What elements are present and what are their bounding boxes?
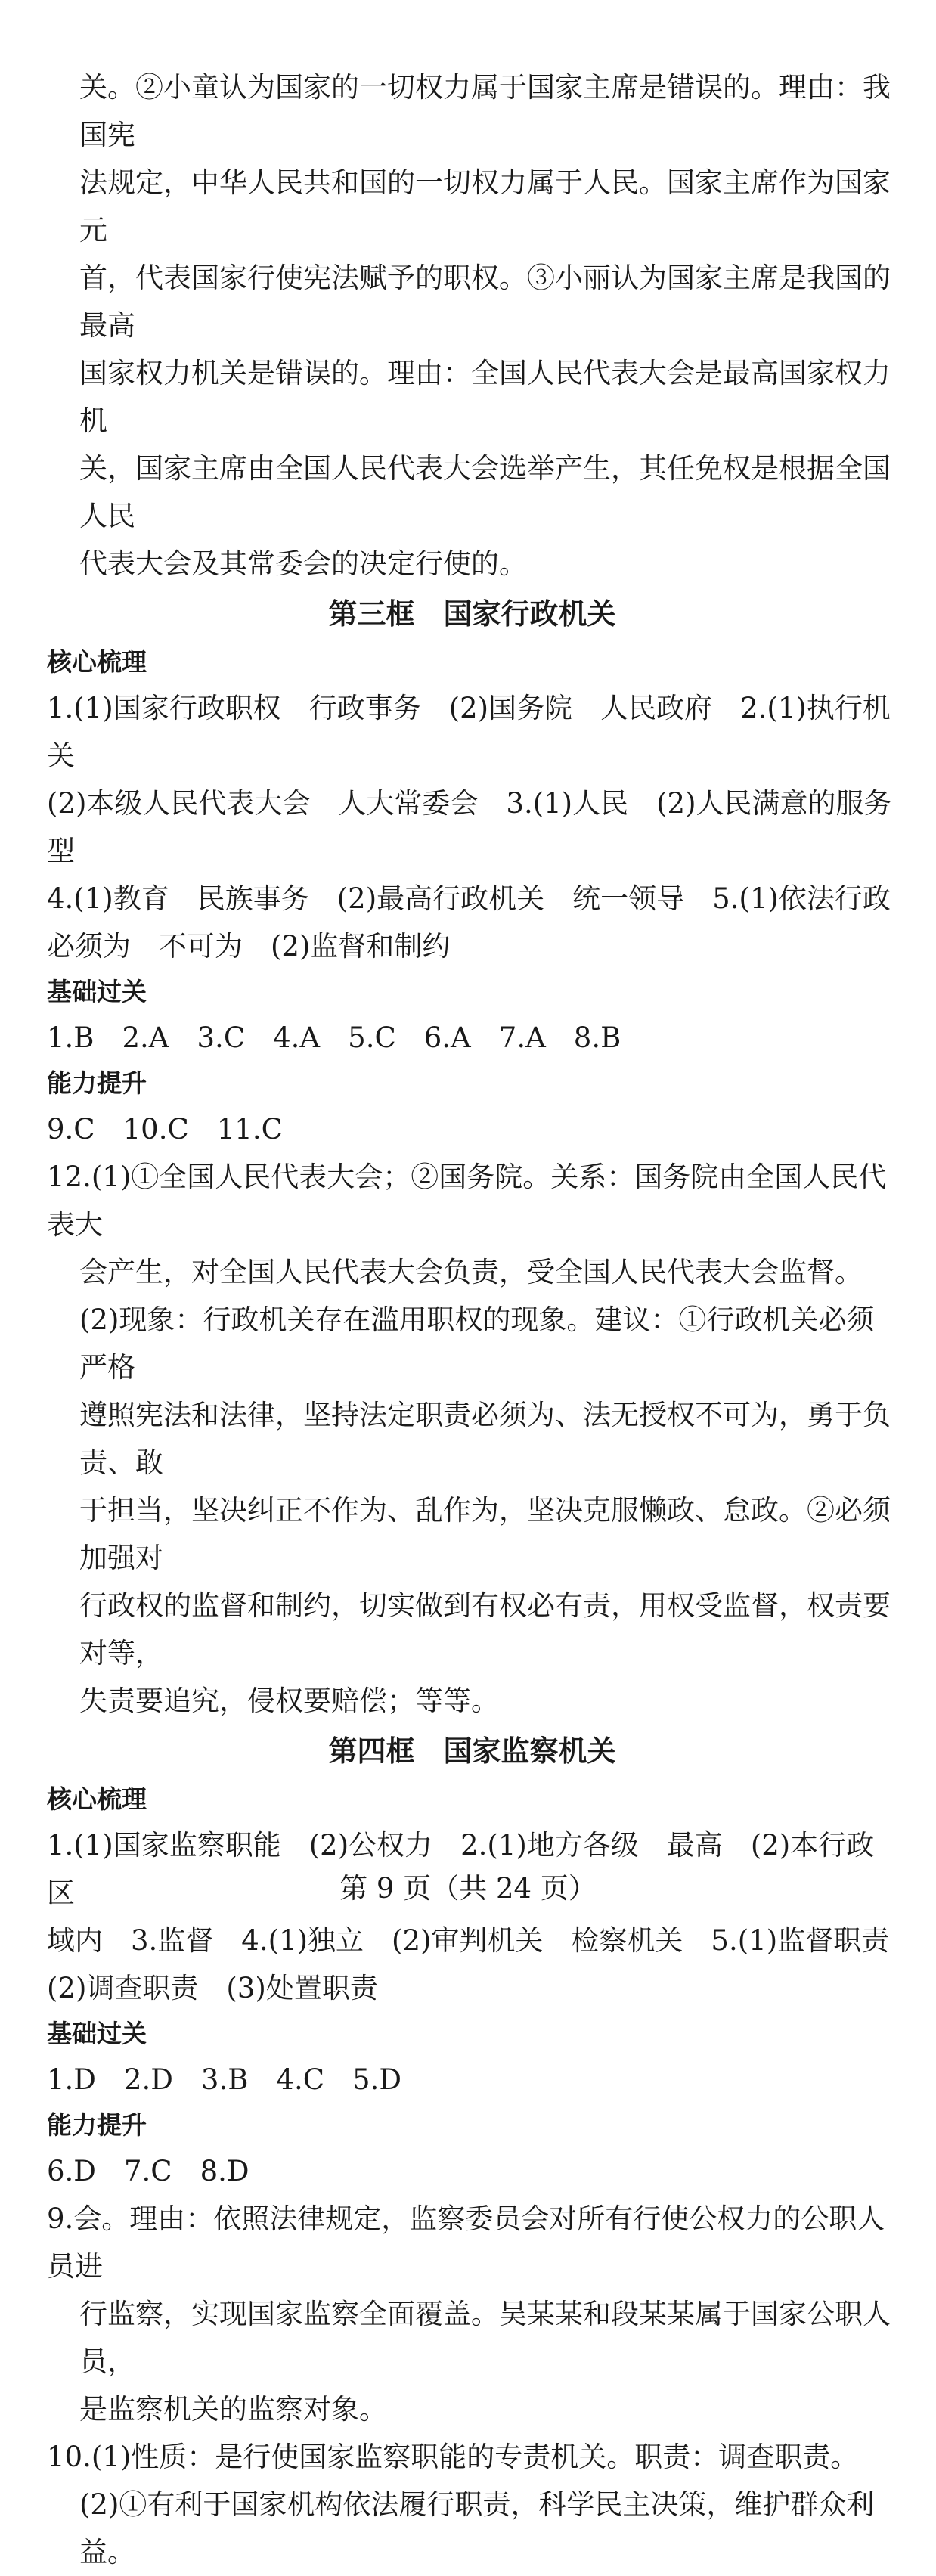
section-title: 第三框 国家行政机关: [328, 597, 616, 631]
text-line: 是监察机关的监察对象。: [79, 2393, 387, 2426]
text-line: 关，国家主席由全国人民代表大会选举产生，其任免权是根据全国人民: [79, 452, 891, 532]
subsection-title: 核心梳理: [47, 1784, 147, 1814]
question-12: [47, 1153, 897, 1725]
text-line: 关。②小童认为国家的一切权力属于国家主席是错误的。理由：我国宪: [79, 71, 891, 151]
text-line: (2)调查职责 (3)处置职责: [47, 1972, 378, 2004]
subsection-title: 基础过关: [47, 977, 147, 1006]
subsection-title: 核心梳理: [47, 647, 147, 677]
text-line: 1.(1)国家行政职权 行政事务 (2)国务院 人民政府 2.(1)执行机关: [47, 692, 891, 772]
answer-line: 6.D 7.C 8.D: [47, 2155, 249, 2187]
subsection-title: 能力提升: [47, 1068, 147, 1098]
text-line: (2)本级人民代表大会 人大常委会 3.(1)人民 (2)人民满意的服务型: [47, 787, 892, 867]
text-line: 4.(1)教育 民族事务 (2)最高行政机关 统一领导 5.(1)依法行政: [47, 882, 891, 915]
answer-line: 9.C 10.C 11.C: [47, 1113, 283, 1145]
text-line: 失责要追究，侵权要赔偿；等等。: [79, 1685, 499, 1717]
text-line: 于担当，坚决纠正不作为、乱作为，坚决克服懒政、怠政。②必须加强对: [79, 1494, 891, 1574]
answer-line: 1.B 2.A 3.C 4.A 5.C 6.A 7.A 8.B: [47, 1021, 621, 1054]
text-line: 遵照宪法和法律，坚持法定职责必须为、法无授权不可为，勇于负责、敢: [79, 1399, 891, 1479]
text-line: 行监察，实现国家监察全面覆盖。吴某某和段某某属于国家公职人员，: [79, 2298, 891, 2378]
text-line: 必须为 不可为 (2)监督和制约: [47, 930, 451, 963]
text-line: 法规定，中华人民共和国的一切权力属于人民。国家主席作为国家元: [79, 166, 891, 246]
text-line: 9.会。理由：依照法律规定，监察委员会对所有行使公权力的公职人员进: [47, 2202, 885, 2283]
text-line: 1.(1)国家监察职能 (2)公权力 2.(1)地方各级 最高 (2)本行政区: [47, 1829, 875, 1909]
subsection-title: 能力提升: [47, 2110, 147, 2140]
text-line: 12.(1)①全国人民代表大会；②国务院。关系：国务院由全国人民代表大: [47, 1161, 887, 1241]
text-line: 首，代表国家行使宪法赋予的职权。③小丽认为国家主席是我国的最高: [79, 262, 891, 342]
text-line: 代表大会及其常委会的决定行使的。: [79, 547, 527, 580]
subsection-title: 基础过关: [47, 2019, 147, 2048]
text-line: (2)①有利于国家机构依法履行职责，科学民主决策，维护群众利益。: [79, 2488, 875, 2568]
question-9: [47, 2195, 897, 2433]
text-line: 10.(1)性质：是行使国家监察职能的专责机关。职责：调查职责。: [47, 2441, 859, 2473]
intro-paragraph: [47, 64, 897, 587]
text-line: 会产生，对全国人民代表大会负责，受全国人民代表大会监督。: [79, 1256, 863, 1288]
core-summary: [47, 1821, 897, 2012]
text-line: (2)现象：行政机关存在滥用职权的现象。建议：①行政机关必须严格: [79, 1303, 875, 1384]
text-line: 国家权力机关是错误的。理由：全国人民代表大会是最高国家权力机: [79, 357, 891, 437]
text-line: 行政权的监督和制约，切实做到有权必有责，用权受监督，权责要对等，: [79, 1589, 891, 1669]
question-10: [47, 2433, 897, 2576]
section-title: 第四框 国家监察机关: [328, 1734, 616, 1768]
core-summary: [47, 684, 897, 970]
text-line: 域内 3.监督 4.(1)独立 (2)审判机关 检察机关 5.(1)监督职责: [47, 1924, 890, 1957]
answer-page: [47, 64, 897, 2576]
answer-line: 1.D 2.D 3.B 4.C 5.D: [47, 2063, 402, 2096]
page-footer: 第 9 页（共 24 页）: [339, 1872, 597, 1905]
